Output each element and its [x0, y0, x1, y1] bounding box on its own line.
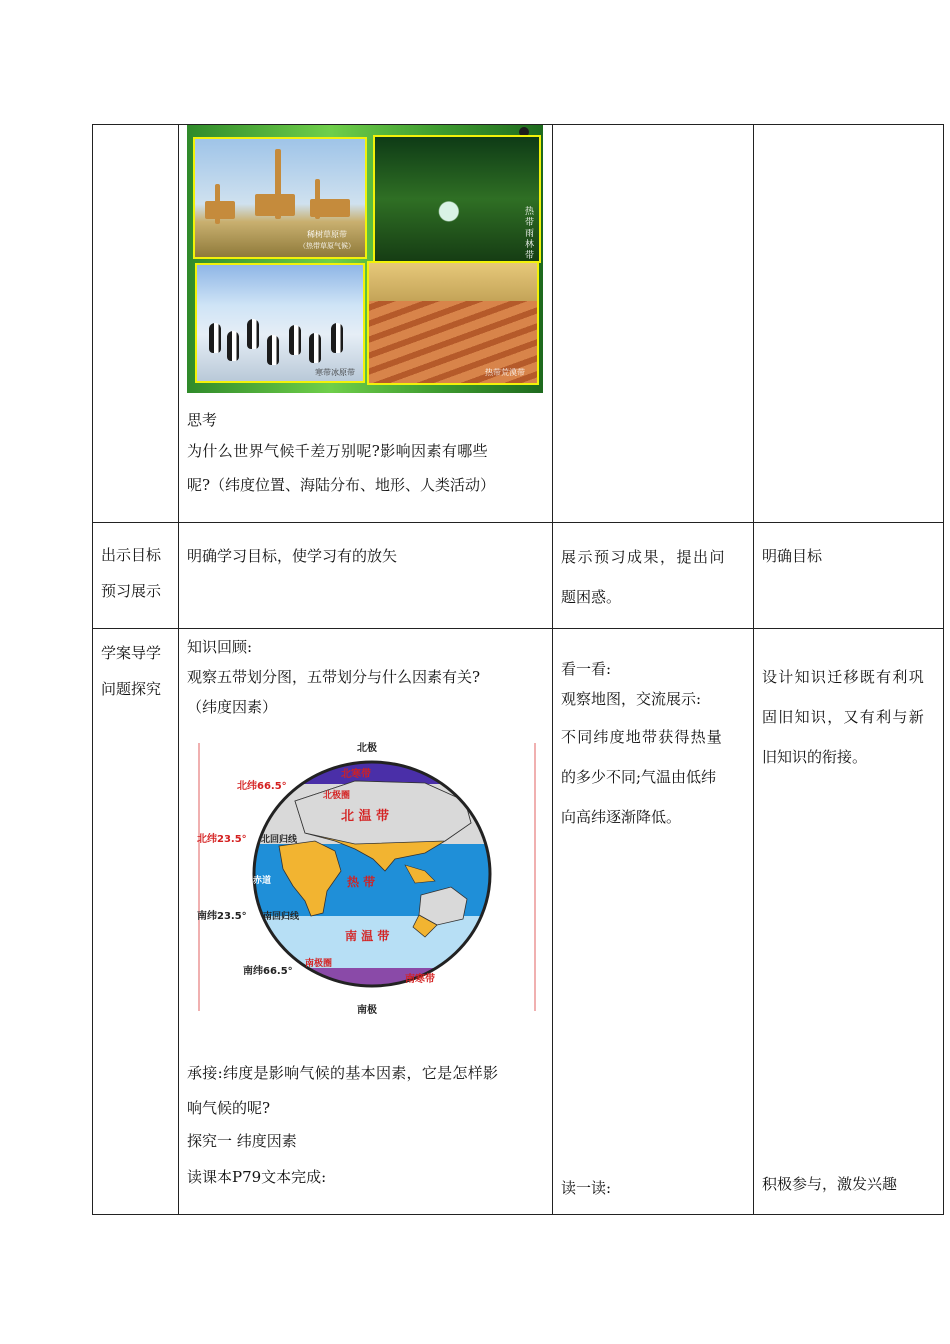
- table-row: [93, 125, 944, 523]
- look-text: 的多少不同;气温由低纬: [561, 768, 717, 786]
- antarctic-circle-label: 南极圈: [305, 959, 333, 969]
- review-question: 观察五带划分图，五带划分与什么因素有关?: [187, 668, 481, 686]
- stage-cell-empty: [93, 125, 179, 523]
- tropic-capricorn-label: 南回归线: [263, 912, 300, 922]
- stage-label: 问题探究: [101, 680, 162, 698]
- read-heading: 读一读:: [561, 1179, 612, 1197]
- savanna-subcaption: （热带草原气候）: [299, 242, 355, 250]
- teacher-cell: [553, 523, 754, 629]
- ice-caption: 寒带冰原带: [315, 368, 355, 377]
- stage-label: 出示目标: [101, 546, 162, 564]
- think-question: 为什么世界气候千差万别呢?影响因素有哪些: [187, 442, 489, 460]
- content-cell: [179, 125, 553, 523]
- intent-text: 固旧知识，又有利与新: [762, 708, 926, 726]
- tropic-cancer-label: 北回归线: [261, 835, 298, 845]
- intent-text: 积极参与，激发兴趣: [762, 1175, 898, 1193]
- north-frigid-label: 北寒带: [341, 769, 371, 780]
- five-zones-map: [195, 741, 540, 1016]
- tropical-label: 热 带: [347, 875, 376, 889]
- equator-label: 赤道: [253, 876, 272, 886]
- north-temperate-label: 北 温 带: [341, 809, 390, 824]
- savanna-giraffe-photo: [193, 137, 367, 259]
- south-frigid-label: 南寒带: [405, 974, 435, 985]
- look-text: 观察地图，交流展示:: [561, 690, 702, 708]
- intent-text: 设计知识迁移既有利巩: [762, 668, 926, 686]
- lat-s235-label: 南纬23.5°: [197, 911, 247, 922]
- rainforest-label: 热带雨林带: [525, 207, 535, 261]
- lat-s665-label: 南纬66.5°: [243, 966, 293, 977]
- transition-text: 承接:纬度是影响气候的基本因素，它是怎样影: [187, 1064, 499, 1082]
- south-temperate-label: 南 温 带: [345, 929, 390, 943]
- explore-heading: 探究一 纬度因素: [187, 1132, 297, 1150]
- preview-text: 题困惑。: [561, 588, 622, 606]
- look-heading: 看一看:: [561, 660, 612, 678]
- south-pole-label: 南极: [357, 1005, 377, 1016]
- lat-n665-label: 北纬66.5°: [237, 781, 287, 792]
- intent-cell: [754, 629, 944, 1215]
- intent-cell-empty: [754, 125, 944, 523]
- lat-n235-label: 北纬23.5°: [197, 834, 247, 845]
- intent-cell: [754, 523, 944, 629]
- goal-text: 明确学习目标，使学习有的放矢: [187, 547, 398, 565]
- think-heading: 思考: [187, 411, 218, 429]
- transition-text-cont: 响气候的呢?: [187, 1099, 271, 1117]
- think-text: [179, 393, 552, 500]
- table-row: [93, 523, 944, 629]
- content-cell: [179, 629, 553, 1215]
- think-question-cont: 呢?（纬度位置、海陆分布、地形、人类活动）: [187, 476, 496, 494]
- rainforest-photo: [373, 135, 541, 263]
- stage-cell: [93, 523, 179, 629]
- intent-text: 旧知识的衔接。: [762, 748, 868, 766]
- savanna-caption: 稀树草原带: [307, 230, 347, 239]
- ice-penguin-photo: [195, 263, 365, 383]
- desert-caption: 热带荒漠带: [485, 368, 525, 377]
- stage-label: 预习展示: [101, 582, 162, 600]
- teacher-cell-empty: [553, 125, 754, 523]
- read-instruction: 读课本P79文本完成:: [187, 1168, 327, 1186]
- look-text: 向高纬逐渐降低。: [561, 808, 682, 826]
- north-pole-label: 北极: [357, 743, 377, 754]
- review-answer: （纬度因素）: [187, 698, 278, 716]
- intent-text: 明确目标: [762, 547, 823, 565]
- teacher-cell: [553, 629, 754, 1215]
- stage-label: 学案导学: [101, 644, 162, 662]
- arctic-circle-label: 北极圈: [323, 791, 351, 801]
- stage-cell: [93, 629, 179, 1215]
- look-text: 不同纬度地带获得热量: [561, 728, 724, 746]
- desert-photo: [367, 261, 539, 385]
- climate-photo-collage: [187, 125, 543, 393]
- preview-text: 展示预习成果，提出问: [561, 548, 727, 566]
- lesson-plan-table: [92, 124, 944, 1215]
- content-cell: [179, 523, 553, 629]
- table-row: [93, 629, 944, 1215]
- review-heading: 知识回顾:: [187, 638, 253, 656]
